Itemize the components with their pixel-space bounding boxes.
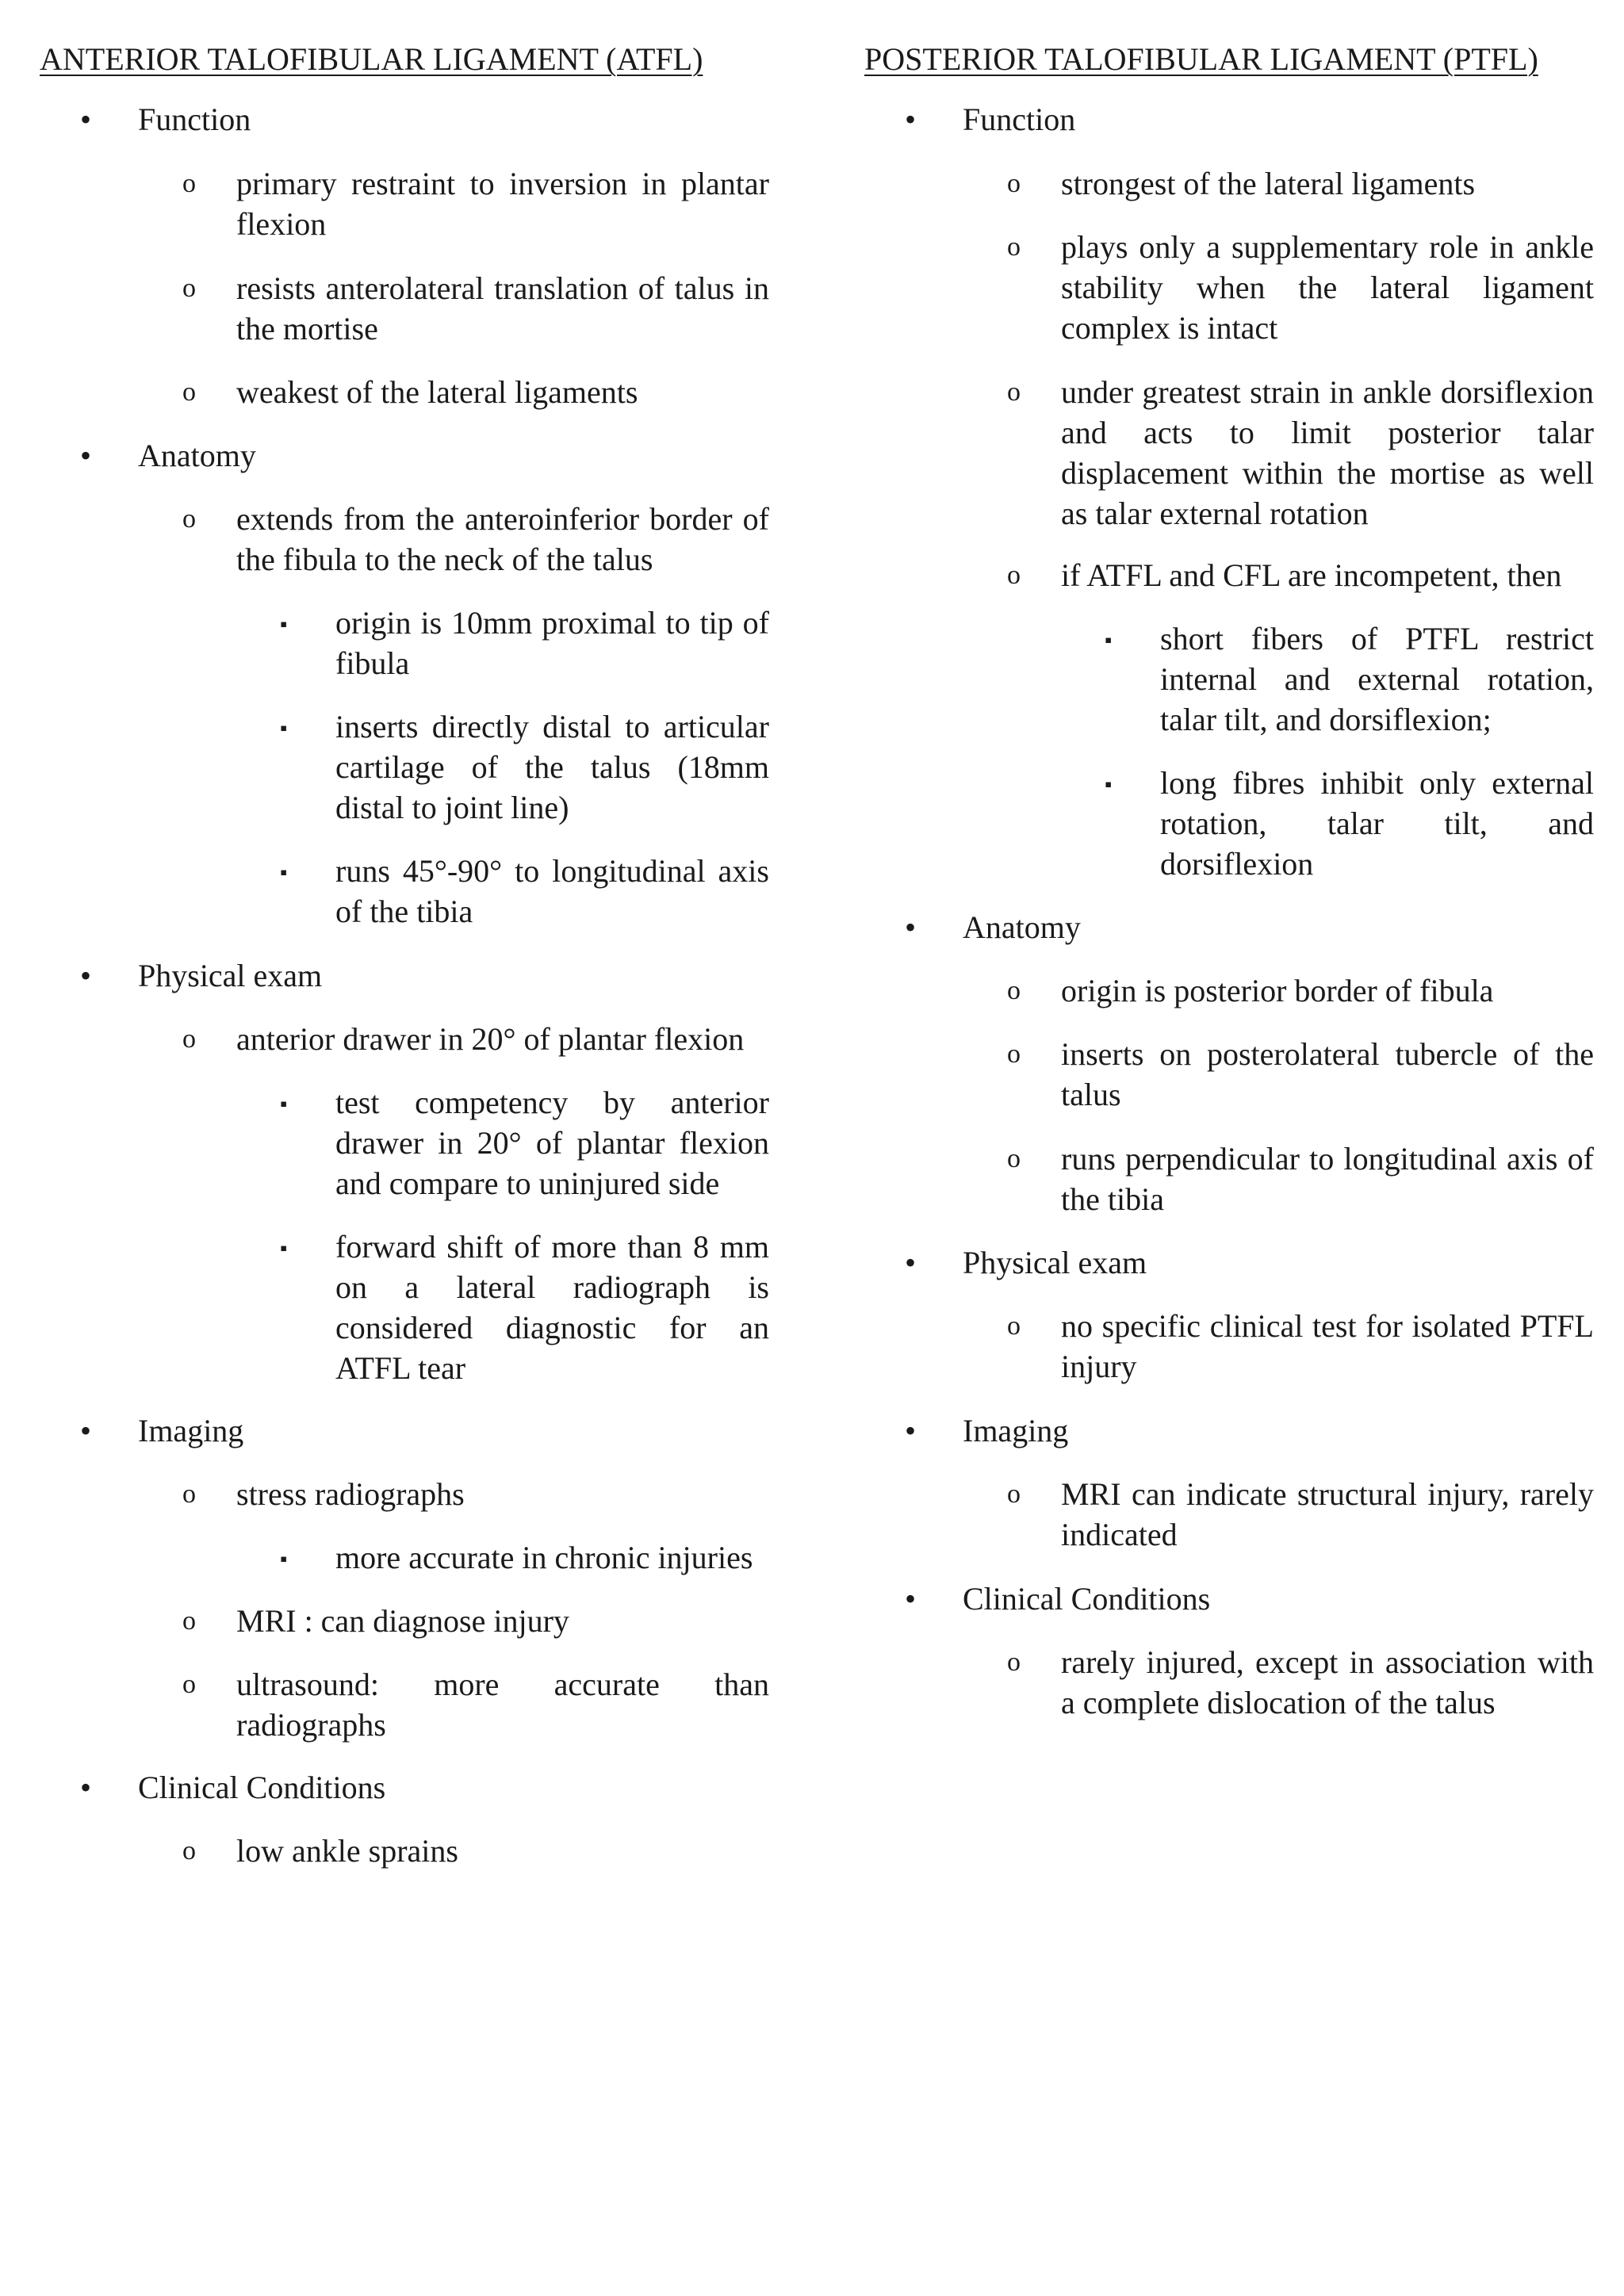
list-item-level-1 bbox=[905, 1410, 1438, 1451]
list-item-level-3 bbox=[1105, 763, 1594, 884]
list-item-level-2 bbox=[182, 499, 769, 580]
list-item-text: Clinical Conditions bbox=[138, 1770, 386, 1805]
bullet-circle-icon: o bbox=[1007, 976, 1021, 1005]
list-item-level-2 bbox=[182, 163, 769, 244]
bullet-disc-icon: • bbox=[80, 1413, 92, 1448]
bullet-disc-icon: • bbox=[905, 1413, 917, 1448]
list-item-level-3 bbox=[280, 851, 769, 932]
list-item-level-2 bbox=[1007, 163, 1594, 204]
list-item-level-1 bbox=[80, 955, 614, 996]
bullet-circle-icon: o bbox=[182, 1479, 196, 1509]
bullet-square-icon: ▪ bbox=[280, 613, 288, 636]
list-item-text: Anatomy bbox=[138, 438, 256, 473]
bullet-circle-icon: o bbox=[1007, 377, 1021, 407]
bullet-square-icon: ▪ bbox=[280, 1548, 288, 1571]
list-item-level-2 bbox=[182, 1474, 769, 1514]
list-item-text: Clinical Conditions bbox=[963, 1581, 1211, 1617]
list-item-text: short fibers of PTFL restrict internal and external rotation, talar tilt, and dorsiflexion; bbox=[1160, 621, 1594, 737]
bullet-circle-icon: o bbox=[1007, 1144, 1021, 1173]
list-item-level-2 bbox=[182, 1019, 769, 1059]
bullet-circle-icon: o bbox=[1007, 1479, 1021, 1509]
list-item-text: Imaging bbox=[963, 1413, 1069, 1448]
list-item-level-1 bbox=[80, 99, 614, 140]
list-item-text: test competency by anterior drawer in 20° of plantar flexion and compare to uninjured side bbox=[335, 1085, 769, 1201]
bullet-circle-icon: o bbox=[1007, 561, 1021, 590]
list-item-text: no specific clinical test for isolated PTFL injury bbox=[1061, 1308, 1594, 1384]
bullet-circle-icon: o bbox=[182, 169, 196, 198]
list-item-text: Function bbox=[138, 101, 251, 137]
list-item-level-1 bbox=[80, 1767, 614, 1808]
list-item-level-2 bbox=[1007, 555, 1594, 595]
list-item-text: inserts directly distal to articular cartilage of the talus (18mm distal to joint line) bbox=[335, 709, 769, 825]
list-item-text: resists anterolateral translation of talus in the mortise bbox=[236, 270, 769, 346]
list-item-text: anterior drawer in 20° of plantar flexion bbox=[236, 1021, 745, 1057]
list-item-level-2 bbox=[1007, 1138, 1594, 1219]
list-item-level-3 bbox=[280, 1082, 769, 1203]
list-item-level-2 bbox=[1007, 1474, 1594, 1555]
ptfl-title: POSTERIOR TALOFIBULAR LIGAMENT (PTFL) bbox=[864, 41, 1538, 77]
list-item-level-1 bbox=[905, 1242, 1438, 1283]
bullet-disc-icon: • bbox=[905, 1581, 917, 1617]
bullet-disc-icon: • bbox=[905, 101, 917, 137]
list-item-text: MRI : can diagnose injury bbox=[236, 1603, 569, 1639]
bullet-circle-icon: o bbox=[182, 274, 196, 303]
list-item-text: strongest of the lateral ligaments bbox=[1061, 166, 1476, 201]
list-item-level-2 bbox=[1007, 227, 1594, 348]
bullet-circle-icon: o bbox=[1007, 1039, 1021, 1069]
bullet-square-icon: ▪ bbox=[280, 861, 288, 884]
list-item-text: Function bbox=[963, 101, 1076, 137]
bullet-circle-icon: o bbox=[182, 377, 196, 407]
list-item-text: plays only a supplementary role in ankle stability when the lateral ligament complex is intact bbox=[1061, 229, 1594, 346]
list-item-text: more accurate in chronic injuries bbox=[335, 1540, 753, 1575]
list-item-level-2 bbox=[182, 1601, 769, 1641]
list-item-level-2 bbox=[182, 1831, 769, 1871]
bullet-circle-icon: o bbox=[182, 1024, 196, 1054]
bullet-circle-icon: o bbox=[1007, 1647, 1021, 1677]
bullet-square-icon: ▪ bbox=[280, 1237, 288, 1260]
bullet-circle-icon: o bbox=[182, 1836, 196, 1866]
list-item-level-2 bbox=[1007, 970, 1594, 1011]
list-item-text: under greatest strain in ankle dorsiflexion and acts to limit posterior talar displacement within the mortise as well as talar external rotation bbox=[1061, 374, 1594, 531]
bullet-disc-icon: • bbox=[905, 1245, 917, 1280]
list-item-level-2 bbox=[1007, 372, 1594, 534]
bullet-disc-icon: • bbox=[80, 1770, 92, 1805]
bullet-square-icon: ▪ bbox=[1105, 773, 1113, 796]
list-item-text: Anatomy bbox=[963, 909, 1081, 945]
list-item-text: weakest of the lateral ligaments bbox=[236, 374, 638, 410]
bullet-circle-icon: o bbox=[1007, 1311, 1021, 1341]
bullet-circle-icon: o bbox=[182, 1606, 196, 1636]
list-item-level-2 bbox=[182, 268, 769, 349]
list-item-level-1 bbox=[80, 1410, 614, 1451]
list-item-text: rarely injured, except in association with a complete dislocation of the talus bbox=[1061, 1644, 1594, 1720]
list-item-text: runs 45°-90° to longitudinal axis of the tibia bbox=[335, 853, 769, 929]
list-item-text: low ankle sprains bbox=[236, 1833, 458, 1869]
list-item-level-3 bbox=[280, 1537, 769, 1578]
list-item-text: stress radiographs bbox=[236, 1476, 465, 1512]
bullet-square-icon: ▪ bbox=[280, 1093, 288, 1115]
bullet-disc-icon: • bbox=[80, 958, 92, 993]
list-item-level-1 bbox=[905, 1578, 1438, 1619]
list-item-text: runs perpendicular to longitudinal axis of the tibia bbox=[1061, 1141, 1594, 1217]
list-item-text: inserts on posterolateral tubercle of the talus bbox=[1061, 1036, 1594, 1112]
list-item-level-2 bbox=[182, 1664, 769, 1745]
list-item-level-2 bbox=[182, 372, 769, 412]
list-item-text: Physical exam bbox=[963, 1245, 1147, 1280]
list-item-text: long fibres inhibit only external rotation, talar tilt, and dorsiflexion bbox=[1160, 765, 1594, 882]
list-item-text: Physical exam bbox=[138, 958, 323, 993]
bullet-disc-icon: • bbox=[905, 909, 917, 945]
list-item-level-3 bbox=[280, 1226, 769, 1388]
bullet-circle-icon: o bbox=[1007, 169, 1021, 198]
list-item-level-1 bbox=[80, 435, 614, 476]
atfl-title: ANTERIOR TALOFIBULAR LIGAMENT (ATFL) bbox=[40, 41, 703, 77]
bullet-circle-icon: o bbox=[182, 1670, 196, 1699]
list-item-text: ultrasound: more accurate than radiographs bbox=[236, 1667, 769, 1743]
bullet-disc-icon: • bbox=[80, 438, 92, 473]
list-item-text: MRI can indicate structural injury, rarely indicated bbox=[1061, 1476, 1594, 1552]
list-item-level-3 bbox=[1105, 618, 1594, 740]
list-item-level-3 bbox=[280, 706, 769, 828]
list-item-level-1 bbox=[905, 99, 1438, 140]
bullet-square-icon: ▪ bbox=[1105, 629, 1113, 652]
list-item-level-3 bbox=[280, 603, 769, 683]
bullet-disc-icon: • bbox=[80, 101, 92, 137]
list-item-text: origin is 10mm proximal to tip of fibula bbox=[335, 605, 769, 681]
list-item-text: if ATFL and CFL are incompetent, then bbox=[1061, 557, 1562, 593]
list-item-text: origin is posterior border of fibula bbox=[1061, 973, 1494, 1008]
list-item-level-2 bbox=[1007, 1642, 1594, 1723]
list-item-text: Imaging bbox=[138, 1413, 244, 1448]
list-item-text: primary restraint to inversion in plantar flexion bbox=[236, 166, 769, 242]
list-item-text: forward shift of more than 8 mm on a lateral radiograph is considered diagnostic for an ATFL tear bbox=[335, 1229, 769, 1386]
list-item-text: extends from the anteroinferior border of the fibula to the neck of the talus bbox=[236, 501, 769, 577]
list-item-level-2 bbox=[1007, 1306, 1594, 1387]
bullet-circle-icon: o bbox=[1007, 232, 1021, 262]
bullet-square-icon: ▪ bbox=[280, 717, 288, 740]
bullet-circle-icon: o bbox=[182, 504, 196, 534]
list-item-level-2 bbox=[1007, 1034, 1594, 1115]
list-item-level-1 bbox=[905, 907, 1438, 947]
